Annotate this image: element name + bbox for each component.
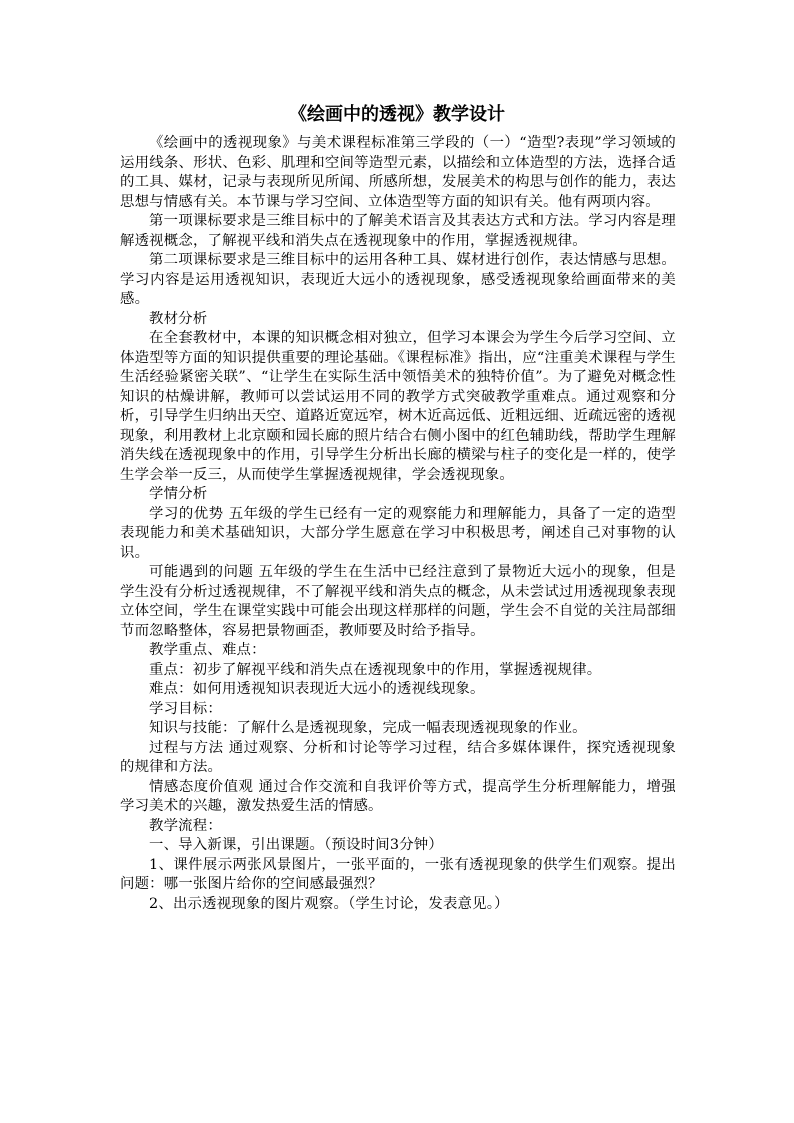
section-heading: 教材分析 xyxy=(149,310,208,327)
document-title: 《绘画中的透视》教学设计 xyxy=(289,104,505,125)
paragraph: 《绘画中的透视现象》与美术课程标准第三学段的（一）“造型?表现”学习领域的运用线条、形状、色彩、肌理和空间等造型元素，以描绘和立体造型的方法，选择合适的工具、媒材，记录与表现所见所闻、所感所想，发展美术的构思与创作的能力，表达思想与情感有关。本节课与学习空间、立体造型等方面的知识有关。他有两项内容。 xyxy=(120,135,676,210)
section-heading: 教学重点、难点： xyxy=(149,642,266,658)
paragraph: 难点：如何用透视知识表现近大远小的透视线现象。 xyxy=(149,681,485,697)
section-heading: 学习目标： xyxy=(149,700,222,717)
paragraph: 学习的优势 五年级的学生已经有一定的观察能力和理解能力，具备了一定的造型表现能力和美术基础知识，大部分学生愿意在学习中积极思考，阐述自己对事物的认识。 xyxy=(120,505,676,561)
paragraph: 第一项课标要求是三维目标中的了解美术语言及其表达方式和方法。学习内容是理解透视概念，了解视平线和消失点在透视现象中的作用，掌握透视规律。 xyxy=(120,213,676,249)
paragraph: 第二项课标要求是三维目标中的运用各种工具、媒材进行创作，表达情感与思想。学习内容是运用透视知识，表现近大远小的透视现象，感受透视现象给画面带来的美感。 xyxy=(120,252,676,307)
section-heading: 学情分析 xyxy=(149,486,208,502)
paragraph: 2、出示透视现象的图片观察。（学生讨论，发表意见。） xyxy=(149,895,509,912)
paragraph: 1、课件展示两张风景图片，一张平面的，一张有透视现象的供学生们观察。提出问题：哪一张图片给你的空间感最强烈？ xyxy=(120,856,676,892)
paragraph: 在全套教材中，本课的知识概念相对独立，但学习本课会为学生今后学习空间、立体造型等方面的知识提供重要的理论基础。《课程标准》指出，应“注重美术课程与学生生活经验紧密关联”、“让学生在实际生活中领悟美术的独特价值”。为了避免对概念性知识的枯燥讲解，教师可以尝试运用不同的教学方式突破教学重难点。通过观察和分析，引导学生归纳出天空、道路近宽远窄，树木近高远低、近粗远细、近疏远密的透视现象，利用教材上北京颐和园长廊的照片结合右侧小图中的红色辅助线，帮助学生理解消失线在透视现象中的作用，引导学生分析出长廊的横梁与柱子的变化是一样的，使学生学会举一反三，从而使学生掌握透视规律，学会透视现象。 xyxy=(120,330,676,483)
paragraph: 过程与方法 通过观察、分析和讨论等学习过程，结合多媒体课件，探究透视现象的规律和方法。 xyxy=(120,739,676,775)
paragraph: 情感态度价值观 通过合作交流和自我评价等方式，提高学生分析理解能力，增强学习美术的兴趣，激发热爱生活的情感。 xyxy=(120,778,676,814)
document-body xyxy=(120,134,676,914)
section-heading: 教学流程： xyxy=(149,817,222,834)
paragraph: 一、导入新课，引出课题。（预设时间3分钟） xyxy=(149,837,443,853)
paragraph: 知识与技能：了解什么是透视现象，完成一幅表现透视现象的作业。 xyxy=(149,720,587,736)
paragraph: 可能遇到的问题 五年级的学生在生活中已经注意到了景物近大远小的现象，但是学生没有分析过透视规律，不了解视平线和消失点的概念，从未尝试过用透视现象表现立体空间，学生在课堂实践中可能会出现这样那样的问题，学生会不自觉的关注局部细节而忽略整体，容易把景物画歪，教师要及时给予指导。 xyxy=(120,564,676,639)
paragraph: 重点：初步了解视平线和消失点在透视现象中的作用，掌握透视规律。 xyxy=(149,661,602,678)
